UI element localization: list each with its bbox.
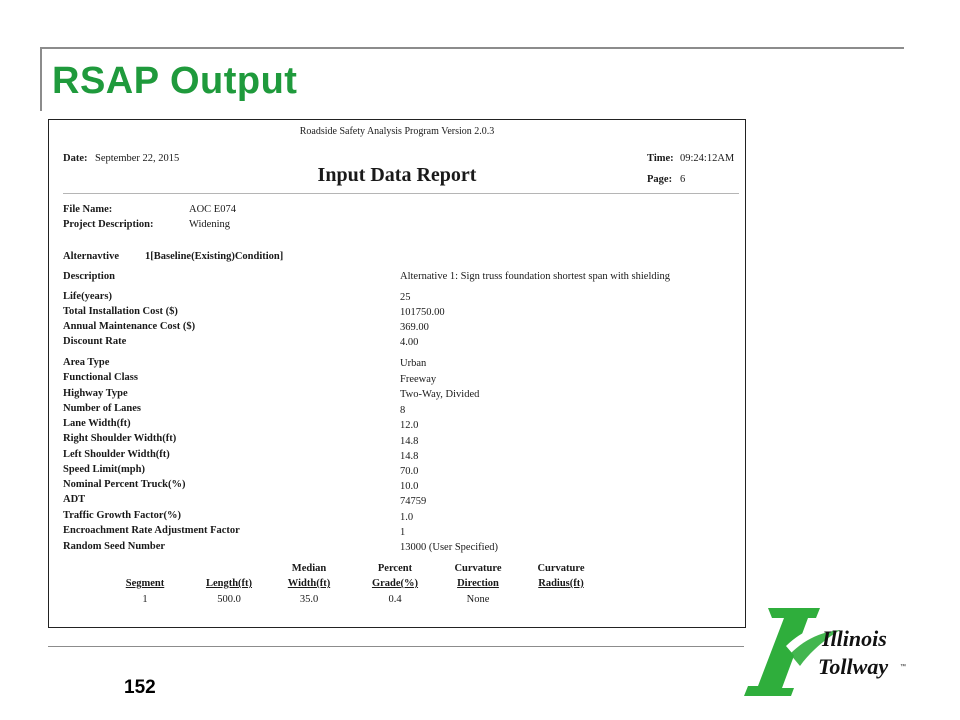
segment-col-header: Radius(ft) (538, 578, 584, 589)
time-label: Time: (647, 153, 674, 164)
segment-cell: 1 (142, 594, 148, 605)
road-row-label: Highway Type (63, 388, 128, 399)
road-row-value: Two-Way, Divided (400, 389, 480, 400)
road-row-value: 70.0 (400, 466, 419, 477)
econ-row-label: Total Installation Cost ($) (63, 306, 178, 317)
page-value: 6 (680, 174, 686, 185)
road-row-label: Functional Class (63, 372, 138, 383)
segment-col-header: Width(ft) (287, 578, 331, 589)
road-row-value: 8 (400, 405, 406, 416)
file-name-value: AOC E074 (189, 204, 236, 215)
road-row-value: 10.0 (400, 481, 419, 492)
page-number: 152 (124, 677, 156, 698)
road-row-label: Nominal Percent Truck(%) (63, 479, 186, 490)
page-label: Page: (647, 174, 673, 185)
segment-col-header: Segment (125, 578, 165, 589)
econ-row-value: 4.00 (400, 337, 419, 348)
segment-cell: None (466, 594, 490, 605)
road-row-label: Number of Lanes (63, 403, 141, 414)
road-row-label: Area Type (63, 357, 110, 368)
econ-row-value: 25 (400, 292, 411, 303)
segment-col-header-top: Curvature (454, 563, 502, 574)
road-row-value: Freeway (400, 374, 437, 385)
segment-cell: 0.4 (388, 594, 402, 605)
segment-col-header: Direction (457, 578, 499, 589)
alternative-label: Alternavtive (63, 251, 119, 262)
road-row-label: Left Shoulder Width(ft) (63, 449, 170, 460)
slide-frame-left-rule (40, 47, 42, 111)
file-name-label: File Name: (63, 204, 113, 215)
road-row-value: 1 (400, 527, 406, 538)
road-row-label: Speed Limit(mph) (63, 464, 145, 475)
description-label: Description (63, 271, 115, 282)
road-row-value: 14.8 (400, 451, 419, 462)
alternative-value: 1[Baseline(Existing)Condition] (145, 251, 284, 262)
date-value: September 22, 2015 (95, 153, 180, 164)
description-value: Alternative 1: Sign truss foundation shortest span with shielding (400, 271, 671, 282)
road-row-label: ADT (63, 494, 86, 505)
project-description-label: Project Description: (63, 219, 154, 230)
segment-cell: 500.0 (217, 594, 241, 605)
road-row-value: 12.0 (400, 420, 419, 431)
slide-title: RSAP Output (52, 60, 298, 102)
econ-row-label: Annual Maintenance Cost ($) (63, 321, 196, 332)
segment-col-header-top: Median (291, 563, 327, 574)
report-program-name: Roadside Safety Analysis Program Version 2.0.3 (299, 126, 495, 137)
project-description-value: Widening (189, 219, 230, 230)
road-row-label: Random Seed Number (63, 541, 166, 552)
road-row-label: Encroachment Rate Adjustment Factor (63, 525, 240, 536)
econ-row-label: Discount Rate (63, 336, 127, 347)
econ-row-value: 369.00 (400, 322, 429, 333)
road-row-label: Lane Width(ft) (63, 418, 131, 429)
segment-cell: 35.0 (299, 594, 319, 605)
road-row-value: 14.8 (400, 436, 419, 447)
report-title: Input Data Report (317, 164, 477, 186)
logo-text-illinois: Illinois (822, 626, 887, 651)
logo-trademark: ™ (900, 664, 906, 670)
time-value: 09:24:12AM (680, 153, 735, 164)
road-row-label: Right Shoulder Width(ft) (63, 433, 177, 444)
road-row-label: Traffic Growth Factor(%) (63, 510, 181, 521)
slide-frame-top-rule (40, 47, 904, 49)
segment-col-header-top: Percent (377, 563, 413, 574)
road-row-value: 1.0 (400, 512, 414, 523)
date-label: Date: (63, 153, 88, 164)
segment-col-header: Grade(%) (371, 578, 419, 589)
logo-text-tollway: Tollway (818, 654, 889, 679)
footer-rule (48, 646, 744, 647)
road-row-value: 13000 (User Specified) (400, 542, 498, 553)
illinois-tollway-logo (742, 602, 912, 698)
econ-row-value: 101750.00 (400, 307, 445, 318)
report-image (48, 119, 746, 628)
econ-row-label: Life(years) (63, 291, 112, 302)
report-divider (63, 193, 739, 194)
segment-col-header-top: Curvature (537, 563, 585, 574)
segment-col-header: Length(ft) (205, 578, 253, 589)
tollway-x-mark-icon (744, 608, 840, 696)
road-row-value: 74759 (400, 496, 427, 507)
road-row-value: Urban (400, 358, 427, 369)
